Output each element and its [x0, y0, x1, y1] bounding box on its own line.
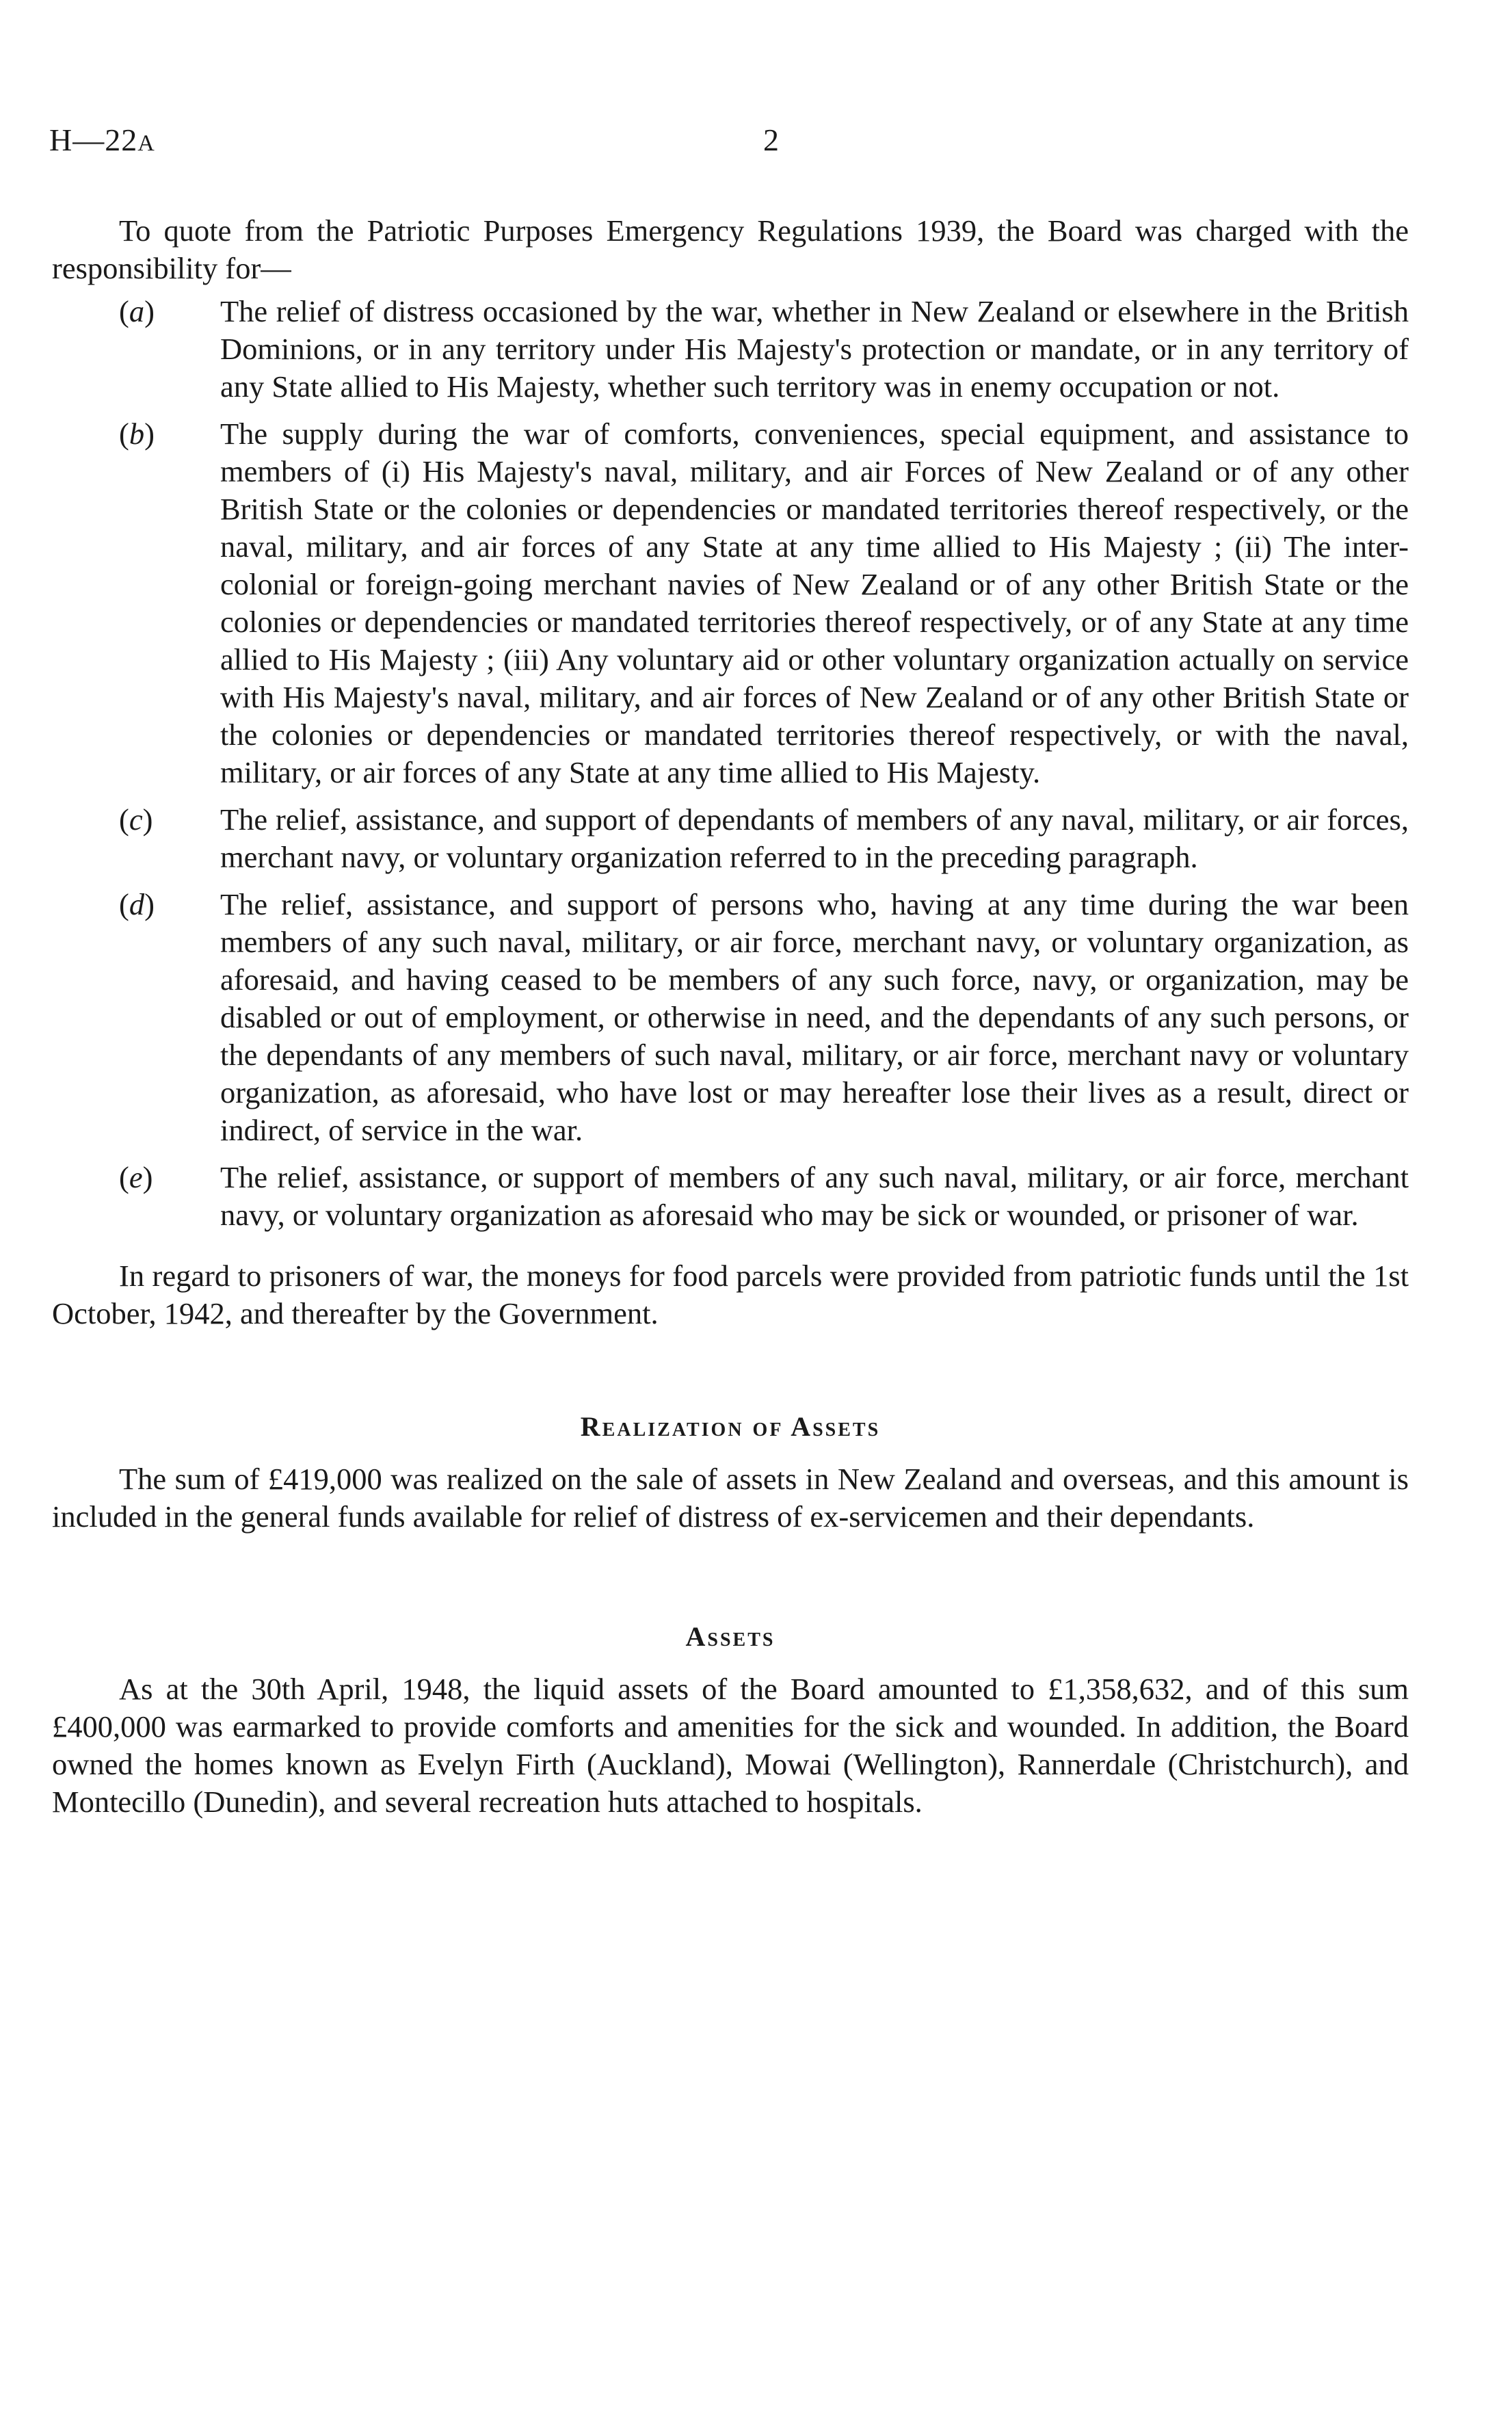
list-marker-b: (b)	[119, 417, 155, 451]
list-marker-d: (d)	[119, 887, 155, 921]
list-marker-c: (c)	[119, 802, 153, 837]
document-reference-main: H—22	[49, 122, 138, 157]
realization-heading: Realization of Assets	[580, 1411, 881, 1442]
page-header	[49, 122, 1417, 163]
list-item-d	[52, 886, 1409, 1149]
page-number: 2	[763, 122, 780, 157]
assets-heading: Assets	[685, 1621, 775, 1652]
list-marker-a: (a)	[119, 294, 155, 328]
responsibilities-list	[52, 293, 1409, 1234]
intro-paragraph: To quote from the Patriotic Purposes Emergency Regulations 1939, the Board was charged with the responsibility for—	[52, 213, 1409, 285]
prisoners-paragraph: In regard to prisoners of war, the moneys for food parcels were provided from patriotic funds until the 1st October, 1942, and thereafter by the Government.	[52, 1259, 1409, 1330]
document-reference	[49, 122, 155, 158]
list-item-c	[52, 801, 1409, 876]
realization-paragraph: The sum of £419,000 was realized on the sale of assets in New Zealand and overseas, and this amount is included in the general funds available for relief of distress of ex-servicemen and their dependants.	[52, 1462, 1409, 1534]
list-item-text-d: The relief, assistance, and support of persons who, having at any time during the war been members of any such naval, military, or air force, merchant navy, or voluntary organization, as aforesaid, and having ceased to be members of any such force, navy, or organization, may be disabled or out of employment, or otherwise in need, and the dependants of any such persons, or the dependants of any members of such naval, military, or air force, merchant navy or voluntary organization, as aforesaid, who have lost or may hereafter lose their lives as a result, direct or indirect, of service in the war.	[220, 887, 1409, 1147]
list-marker-e: (e)	[119, 1160, 153, 1194]
list-item-text-b: The supply during the war of comforts, conveniences, special equipment, and assistance to members of (i) His Majesty's naval, military, and air Forces of New Zealand or of any other British State or the colonies or dependencies or mandated territories thereof respectively, or the naval, military, and air forces of any State at any time allied to His Majesty ; (ii) The inter-colonial or foreign-going merchant navies of New Zealand or of any other British State or the colonies or dependencies or mandated territories thereof respectively, or of any State at any time allied to His Majesty ; (iii) Any voluntary aid or other voluntary organization actually on service with His Majesty's naval, military, and air forces of New Zealand or of any other British State or the colonies or dependencies or mandated territories thereof respectively, or with the naval, military, or air forces of any State at any time allied to His Majesty.	[220, 417, 1409, 789]
list-item-text-e: The relief, assistance, or support of members of any such naval, military, or air force, merchant navy, or voluntary organization as aforesaid who may be sick or wounded, or prisoner of war.	[220, 1160, 1409, 1232]
list-item-text-c: The relief, assistance, and support of dependants of members of any naval, military, or air forces, merchant navy, or voluntary organization referred to in the preceding paragraph.	[220, 802, 1409, 874]
document-reference-suffix: A	[137, 131, 155, 156]
list-item-text-a: The relief of distress occasioned by the war, whether in New Zealand or elsewhere in the British Dominions, or in any territory under His Majesty's protection or mandate, or in any territory of any State allied to His Majesty, whether such territory was in enemy occupation or not.	[220, 294, 1409, 404]
list-item-b	[52, 415, 1409, 791]
list-item-e	[52, 1159, 1409, 1234]
document-body	[52, 212, 1409, 1821]
assets-paragraph: As at the 30th April, 1948, the liquid assets of the Board amounted to £1,358,632, and of this sum £400,000 was earmarked to provide comforts and amenities for the sick and wounded. In addition, the Board owned the homes known as Evelyn Firth (Auckland), Mowai (Wellington), Rannerdale (Christchurch), and Montecillo (Dunedin), and several recreation huts attached to hospitals.	[52, 1672, 1409, 1819]
list-item-a	[52, 293, 1409, 406]
